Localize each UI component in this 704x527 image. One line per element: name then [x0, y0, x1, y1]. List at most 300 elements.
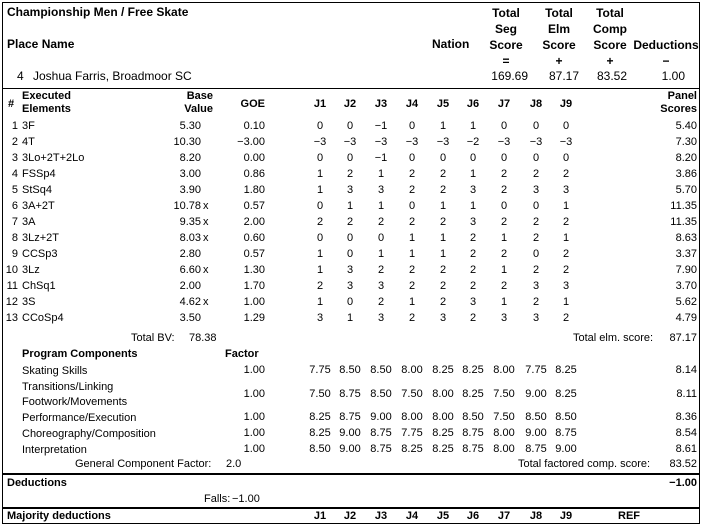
component-judge-score: 8.75	[339, 411, 361, 423]
skater-comp-score: 83.52	[596, 69, 627, 83]
component-judge-score: 8.75	[462, 443, 484, 455]
component-judge-score: 9.00	[339, 427, 361, 439]
element-goe: 0.57	[243, 248, 265, 260]
element-goe: 0.57	[243, 200, 265, 212]
skater-deductions: 1.00	[661, 69, 685, 83]
judge-score: 1	[439, 120, 447, 132]
deductions-header: Deductions −	[633, 38, 699, 68]
judge-score: 1	[500, 232, 508, 244]
component-factor: 1.00	[243, 427, 265, 439]
element-base-value: 2.80	[179, 248, 201, 260]
event-title: Championship Men / Free Skate	[7, 5, 189, 19]
element-code: CCoSp4	[22, 312, 64, 324]
element-goe: 1.30	[243, 264, 265, 276]
component-judge-score: 8.75	[339, 388, 361, 400]
majority-judge: J8	[529, 510, 543, 522]
judge-score: 3	[377, 280, 385, 292]
judge-score: 2	[500, 184, 508, 196]
element-base-value: 4.62	[179, 296, 201, 308]
nation-header: Nation	[432, 37, 470, 51]
scoresheet	[2, 2, 700, 524]
element-number: 12	[5, 296, 18, 308]
component-judge-score: 8.00	[493, 364, 515, 376]
judge-score: 3	[532, 280, 540, 292]
deductions-title: Deductions	[7, 477, 67, 489]
judge-score: 2	[532, 264, 540, 276]
judge-score: 0	[346, 152, 354, 164]
judge-score: 2	[469, 248, 477, 260]
judge-score: 2	[439, 184, 447, 196]
factor-header: Factor	[225, 348, 259, 360]
judge-score: 2	[500, 168, 508, 180]
judge-score: 0	[532, 120, 540, 132]
divider	[3, 88, 699, 89]
element-panel-score: 11.35	[670, 200, 697, 212]
component-judge-score: 8.00	[401, 364, 423, 376]
component-judge-score: 8.50	[370, 388, 392, 400]
component-judge-score: 8.25	[462, 364, 484, 376]
col-num-header: #	[8, 98, 15, 110]
judge-score: 2	[562, 264, 570, 276]
element-number: 7	[11, 216, 18, 228]
judge-score: 2	[500, 280, 508, 292]
judge-score: 2	[408, 216, 416, 228]
judge-score: 3	[346, 184, 354, 196]
component-judge-score: 8.25	[432, 364, 454, 376]
skater-place: 4	[17, 69, 24, 83]
component-judge-score: 8.00	[401, 411, 423, 423]
element-code: 3Lo+2T+2Lo	[22, 152, 85, 164]
component-judge-score: 8.75	[525, 443, 547, 455]
judge-score: 1	[408, 296, 416, 308]
judge-score: 1	[316, 184, 324, 196]
component-judge-score: 9.00	[339, 443, 361, 455]
judge-score: 3	[562, 280, 570, 292]
component-judge-score: 7.50	[309, 388, 331, 400]
element-base-value: 3.00	[179, 168, 201, 180]
component-judge-score: 7.50	[493, 411, 515, 423]
element-panel-score: 4.79	[675, 312, 697, 324]
judge-score: 3	[562, 184, 570, 196]
element-bonus-marker: x	[203, 200, 209, 212]
element-panel-score: 11.35	[670, 216, 697, 228]
element-panel-score: 8.63	[675, 232, 697, 244]
element-panel-score: 7.90	[675, 264, 697, 276]
judge-score: 0	[377, 232, 385, 244]
component-judge-score: 8.75	[370, 443, 392, 455]
judge-score: 2	[377, 264, 385, 276]
judge-score: 1	[346, 200, 354, 212]
judge-score: 0	[346, 248, 354, 260]
falls-value: −1.00	[232, 493, 260, 505]
element-base-value: 10.78	[173, 200, 201, 212]
component-panel-score: 8.14	[675, 364, 697, 376]
judge-score: −3	[497, 136, 511, 148]
element-code: 3F	[22, 120, 35, 132]
component-judge-score: 7.75	[309, 364, 331, 376]
judge-header: J4	[405, 98, 419, 110]
judge-header: J2	[343, 98, 357, 110]
judge-score: 2	[500, 216, 508, 228]
judge-score: 0	[500, 200, 508, 212]
element-goe: 1.70	[243, 280, 265, 292]
element-number: 4	[11, 168, 18, 180]
judge-score: 2	[408, 184, 416, 196]
element-base-value: 6.60	[179, 264, 201, 276]
element-panel-score: 3.37	[675, 248, 697, 260]
judge-score: 2	[562, 168, 570, 180]
judge-score: 2	[532, 296, 540, 308]
judge-score: 3	[377, 312, 385, 324]
majority-ref: REF	[618, 510, 640, 522]
component-judge-score: 8.25	[555, 388, 577, 400]
component-factor: 1.00	[243, 443, 265, 455]
judge-score: −1	[374, 152, 388, 164]
judge-score: 2	[408, 312, 416, 324]
element-code: 3A+2T	[22, 200, 55, 212]
element-panel-score: 3.70	[675, 280, 697, 292]
judge-score: 3	[469, 184, 477, 196]
skater-elm-score: 87.17	[548, 69, 579, 83]
element-number: 13	[5, 312, 18, 324]
element-number: 3	[11, 152, 18, 164]
component-judge-score: 8.00	[432, 388, 454, 400]
judge-score: 0	[500, 120, 508, 132]
judge-score: 0	[346, 232, 354, 244]
majority-judge: J2	[343, 510, 357, 522]
element-code: CCSp3	[22, 248, 58, 260]
judge-score: 1	[377, 168, 385, 180]
element-bonus-marker: x	[203, 296, 209, 308]
judge-score: 3	[316, 312, 324, 324]
component-judge-score: 8.50	[309, 443, 331, 455]
element-goe: −3.00	[237, 136, 265, 148]
element-number: 8	[11, 232, 18, 244]
judge-score: 3	[346, 264, 354, 276]
judge-score: 2	[562, 312, 570, 324]
judge-score: 3	[439, 312, 447, 324]
component-judge-score: 8.00	[493, 427, 515, 439]
judge-score: 2	[408, 168, 416, 180]
judge-score: 0	[316, 232, 324, 244]
element-bonus-marker: x	[203, 264, 209, 276]
majority-judge: J4	[405, 510, 419, 522]
total-comp-score-header: Total Comp Score +	[593, 6, 627, 68]
judge-score: −3	[559, 136, 573, 148]
element-panel-score: 5.62	[675, 296, 697, 308]
element-bonus-marker: x	[203, 232, 209, 244]
component-panel-score: 8.61	[675, 443, 697, 455]
judge-score: 0	[316, 152, 324, 164]
component-judge-score: 8.75	[462, 427, 484, 439]
total-elm-score-header: Total Elm Score +	[542, 6, 576, 68]
judge-score: 2	[500, 248, 508, 260]
total-bv-value: 78.38	[189, 332, 217, 344]
falls-label: Falls:	[204, 493, 231, 505]
element-base-value: 10.30	[173, 136, 201, 148]
judge-score: 1	[346, 312, 354, 324]
gcf-value: 2.0	[226, 458, 242, 470]
judge-score: 2	[316, 216, 324, 228]
judge-score: 0	[562, 152, 570, 164]
judge-score: 2	[532, 232, 540, 244]
element-base-value: 5.30	[179, 120, 201, 132]
judge-score: 2	[346, 168, 354, 180]
judge-score: 0	[500, 152, 508, 164]
element-base-value: 2.00	[179, 280, 201, 292]
judge-score: 2	[377, 216, 385, 228]
majority-judge: J6	[466, 510, 480, 522]
element-number: 9	[11, 248, 18, 260]
component-judge-score: 9.00	[555, 443, 577, 455]
judge-score: 1	[316, 248, 324, 260]
component-judge-score: 8.25	[555, 364, 577, 376]
col-goe-header: GOE	[240, 98, 265, 110]
majority-judge: J9	[559, 510, 573, 522]
judge-score: 3	[500, 312, 508, 324]
element-goe: 1.29	[243, 312, 265, 324]
judge-score: 0	[408, 200, 416, 212]
judge-score: 1	[408, 248, 416, 260]
judge-score: 1	[562, 296, 570, 308]
judge-score: 1	[316, 264, 324, 276]
component-name: Interpretation	[22, 444, 87, 456]
component-judge-score: 8.75	[555, 427, 577, 439]
total-elm-label: Total elm. score:	[573, 332, 654, 344]
divider	[3, 473, 699, 475]
element-panel-score: 5.40	[675, 120, 697, 132]
judge-score: 1	[316, 168, 324, 180]
judge-score: −3	[343, 136, 357, 148]
skater-seg-score: 169.69	[491, 69, 528, 83]
judge-score: 2	[469, 312, 477, 324]
element-code: 3Lz	[22, 264, 40, 276]
element-code: StSq4	[22, 184, 52, 196]
element-code: 4T	[22, 136, 35, 148]
majority-judge: J7	[497, 510, 511, 522]
judge-score: 2	[408, 280, 416, 292]
element-goe: 1.80	[243, 184, 265, 196]
judge-score: 1	[562, 232, 570, 244]
judge-score: 1	[562, 200, 570, 212]
judge-score: 2	[439, 280, 447, 292]
judge-score: 3	[469, 216, 477, 228]
judge-score: 0	[316, 120, 324, 132]
element-number: 6	[11, 200, 18, 212]
judge-score: 0	[469, 152, 477, 164]
element-base-value: 8.03	[179, 232, 201, 244]
skater-name: Joshua Farris, Broadmoor SC	[33, 69, 192, 83]
judge-score: −3	[405, 136, 419, 148]
judge-score: 1	[500, 296, 508, 308]
component-panel-score: 8.36	[675, 411, 697, 423]
majority-judge: J5	[436, 510, 450, 522]
components-title: Program Components	[22, 348, 138, 360]
element-panel-score: 8.20	[675, 152, 697, 164]
component-judge-score: 8.25	[309, 411, 331, 423]
element-code: ChSq1	[22, 280, 56, 292]
total-bv-label: Total BV:	[131, 332, 175, 344]
element-base-value: 3.90	[179, 184, 201, 196]
divider	[3, 507, 699, 509]
judge-score: 2	[439, 168, 447, 180]
element-goe: 0.10	[243, 120, 265, 132]
element-base-value: 3.50	[179, 312, 201, 324]
deductions-value: −1.00	[669, 477, 697, 489]
judge-score: 3	[532, 184, 540, 196]
judge-score: 0	[532, 248, 540, 260]
component-judge-score: 8.25	[462, 388, 484, 400]
judge-header: J6	[466, 98, 480, 110]
judge-score: 3	[532, 312, 540, 324]
component-judge-score: 8.50	[555, 411, 577, 423]
judge-score: 0	[408, 152, 416, 164]
judge-score: 3	[469, 296, 477, 308]
judge-score: 2	[532, 216, 540, 228]
judge-score: −1	[374, 120, 388, 132]
judge-header: J3	[374, 98, 388, 110]
judge-score: 2	[532, 168, 540, 180]
component-judge-score: 9.00	[525, 388, 547, 400]
judge-score: −3	[374, 136, 388, 148]
majority-judge: J3	[374, 510, 388, 522]
col-base-value-header: Base Value	[184, 90, 213, 115]
judge-score: 0	[562, 120, 570, 132]
judge-header: J5	[436, 98, 450, 110]
judge-score: 2	[562, 216, 570, 228]
judge-header: J8	[529, 98, 543, 110]
judge-score: 0	[346, 296, 354, 308]
component-panel-score: 8.11	[676, 388, 697, 400]
component-judge-score: 8.25	[401, 443, 423, 455]
judge-score: 1	[469, 120, 477, 132]
component-judge-score: 9.00	[525, 427, 547, 439]
majority-title: Majority deductions	[7, 510, 111, 522]
judge-score: 1	[316, 296, 324, 308]
col-panel-header: Panel Scores	[660, 90, 697, 115]
judge-score: 1	[408, 232, 416, 244]
judge-score: 3	[346, 280, 354, 292]
judge-header: J7	[497, 98, 511, 110]
judge-score: 2	[469, 232, 477, 244]
element-panel-score: 5.70	[675, 184, 697, 196]
element-number: 2	[11, 136, 18, 148]
element-code: 3S	[22, 296, 36, 308]
component-judge-score: 7.75	[525, 364, 547, 376]
total-comp-value: 83.52	[669, 458, 697, 470]
component-name: Skating Skills	[22, 365, 88, 377]
component-judge-score: 8.75	[370, 427, 392, 439]
judge-header: J1	[313, 98, 327, 110]
element-number: 5	[11, 184, 18, 196]
component-judge-score: 7.50	[493, 388, 515, 400]
judge-score: −3	[436, 136, 450, 148]
element-goe: 0.60	[243, 232, 265, 244]
total-elm-value: 87.17	[669, 332, 697, 344]
component-factor: 1.00	[243, 388, 265, 400]
judge-score: 0	[439, 152, 447, 164]
element-goe: 0.00	[243, 152, 265, 164]
judge-score: 2	[316, 280, 324, 292]
judge-score: 2	[469, 280, 477, 292]
place-name-header: Place Name	[7, 37, 75, 51]
judge-score: 0	[532, 152, 540, 164]
component-judge-score: 8.50	[339, 364, 361, 376]
judge-score: 1	[469, 168, 477, 180]
component-judge-score: 8.00	[432, 411, 454, 423]
total-seg-score-header: Total Seg Score =	[489, 6, 523, 68]
component-judge-score: 8.25	[309, 427, 331, 439]
element-number: 1	[11, 120, 18, 132]
judge-score: 2	[439, 216, 447, 228]
component-judge-score: 8.50	[462, 411, 484, 423]
judge-score: −3	[529, 136, 543, 148]
gcf-label: General Component Factor:	[75, 458, 212, 470]
component-factor: 1.00	[243, 411, 265, 423]
element-bonus-marker: x	[203, 216, 209, 228]
component-judge-score: 8.50	[370, 364, 392, 376]
judge-score: 1	[439, 200, 447, 212]
component-factor: 1.00	[243, 364, 265, 376]
judge-score: 1	[377, 248, 385, 260]
component-panel-score: 8.54	[675, 427, 697, 439]
element-number: 10	[5, 264, 18, 276]
judge-score: 1	[439, 248, 447, 260]
element-goe: 2.00	[243, 216, 265, 228]
judge-header: J9	[559, 98, 573, 110]
judge-score: 1	[377, 200, 385, 212]
element-code: FSSp4	[22, 168, 56, 180]
majority-judge: J1	[313, 510, 327, 522]
judge-score: 1	[439, 232, 447, 244]
component-judge-score: 8.00	[493, 443, 515, 455]
judge-score: 1	[500, 264, 508, 276]
component-judge-score: 9.00	[370, 411, 392, 423]
judge-score: 0	[408, 120, 416, 132]
element-panel-score: 3.86	[675, 168, 697, 180]
judge-score: −2	[466, 136, 480, 148]
component-judge-score: 8.25	[432, 443, 454, 455]
judge-score: 3	[377, 184, 385, 196]
component-name: Transitions/Linking Footwork/Movements	[22, 381, 128, 408]
judge-score: 2	[469, 264, 477, 276]
total-comp-label: Total factored comp. score:	[518, 458, 651, 470]
judge-score: −3	[313, 136, 327, 148]
judge-score: 2	[562, 248, 570, 260]
component-judge-score: 8.25	[432, 427, 454, 439]
element-base-value: 9.35	[179, 216, 201, 228]
judge-score: 0	[346, 120, 354, 132]
element-goe: 1.00	[243, 296, 265, 308]
component-name: Choreography/Composition	[22, 428, 156, 440]
element-goe: 0.86	[243, 168, 265, 180]
judge-score: 1	[469, 200, 477, 212]
judge-score: 2	[439, 264, 447, 276]
component-judge-score: 7.75	[401, 427, 423, 439]
component-judge-score: 7.50	[401, 388, 423, 400]
judge-score: 2	[408, 264, 416, 276]
judge-score: 2	[439, 296, 447, 308]
component-name: Performance/Execution	[22, 412, 137, 424]
element-number: 11	[6, 280, 18, 292]
col-executed-header: Executed Elements	[22, 90, 71, 115]
judge-score: 0	[532, 200, 540, 212]
element-code: 3Lz+2T	[22, 232, 59, 244]
component-judge-score: 8.50	[525, 411, 547, 423]
element-panel-score: 7.30	[675, 136, 697, 148]
judge-score: 0	[316, 200, 324, 212]
judge-score: 2	[346, 216, 354, 228]
